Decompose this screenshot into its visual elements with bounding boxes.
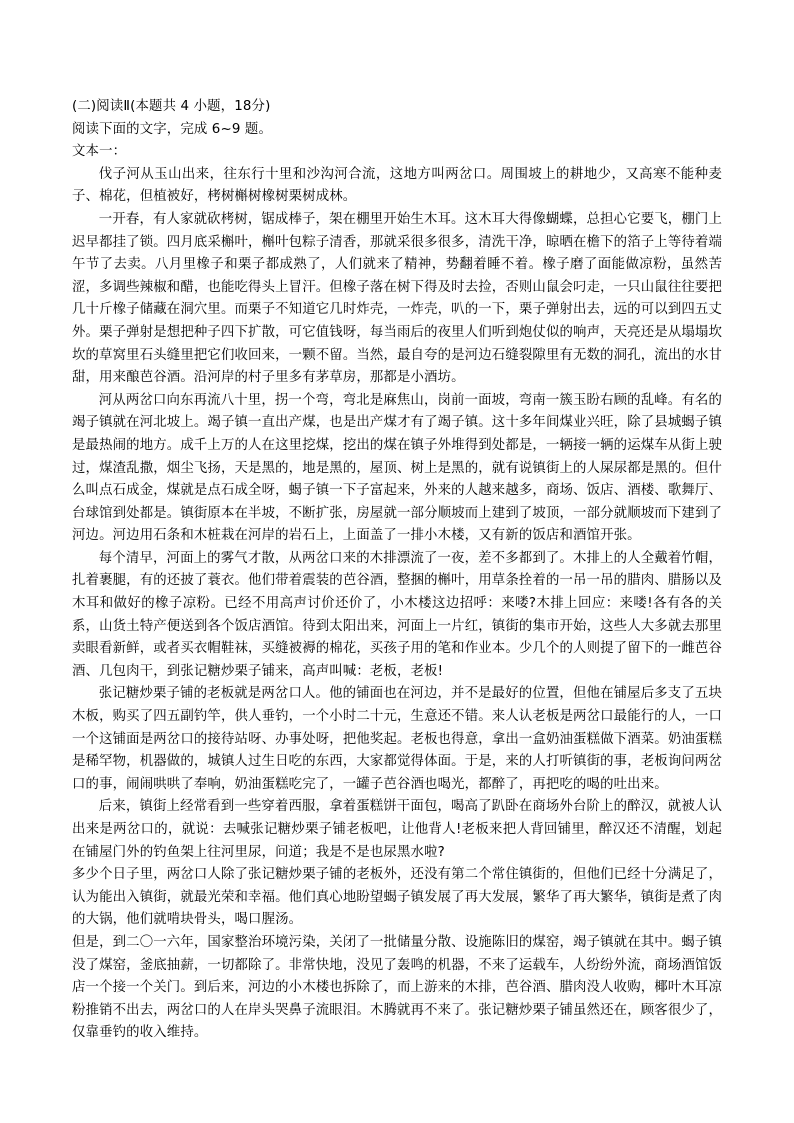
paragraph: 后来，镇街上经常看到一些穿着西服，拿着蛋糕饼干面包，喝高了趴卧在商场外台阶上的醉汉，就被人认出来是两岔口的，就说：去喊张记糖炒栗子铺老板吧，让他背人!老板来把人背回铺里，醉汉还不清醒，划起在铺屋门外的钓鱼架上往河里尿，问道；我是不是也尿黑水啦? [72, 799, 722, 860]
instruction-text: 阅读下面的文字，完成 6~9 题。 [72, 121, 273, 137]
paragraph: 张记糖炒栗子铺的老板就是两岔口人。他的铺面也在河边，并不是最好的位置，但他在铺屋后多支了五块木板，购买了四五副钓竿，供人垂钓，一个小时二十元，生意还不错。来人认老板是两岔口最能行的人，一口一个这铺面是两岔口的接待站呀、办事处呀，把他奖起。老板也得意，拿出一盒奶油蛋糕做下酒菜。奶油蛋糕是稀罕物，机器做的，城镇人过生日吃的东西，大家都觉得体面。于是，来的人打听镇街的事，老板询问两岔口的事，闹闹哄哄了奉响，奶油蛋糕吃完了，一罐子芭谷酒也喝光，都醉了，再把吃的喝的吐出来。 [72, 686, 722, 792]
paragraph: 一开春，有人家就砍栲树，锯成棒子，架在棚里开始生木耳。这木耳大得像蝴蝶，总担心它要飞，棚门上迟早都挂了锁。四月底采槲叶，槲叶包粽子清香，那就采很多很多，清洗干净，晾晒在檐下的箔子上等待着端午节了去卖。八月里橡子和栗子都成熟了，人们就来了精神，势翻着睡不着。橡子磨了面能做凉粉，虽然苦涩，多调些辣椒和醋，也能吃得头上冒汗。但橡子落在树下得及时去捡，否则山鼠会叼走，一只山鼠往往要把几十斤橡子储藏在洞穴里。而栗子不知道它几时炸壳，一炸壳，叭的一下，栗子弹射出去，远的可以到四五丈外。栗子弹射是想把种子四下扩散，可它值钱呀，每当雨后的夜里人们听到炮仗似的响声，天亮还是从塌塌坎坎的草窝里石头缝里把它们收回来，一颗不留。当然，最自夸的是河边石缝裂隙里有无数的洞孔，流出的水甘甜，用来酿芭谷酒。沿河岸的村子里多有茅草房，那都是小酒坊。 [72, 211, 722, 386]
paragraph: 伐子河从玉山出来，往东行十里和沙沟河合流，这地方叫两岔口。周围坡上的耕地少，又高寒不能种麦子、棉花，但植被好，栲树槲树橡树栗树成林。 [72, 166, 722, 205]
section-header: (二)阅读Ⅱ(本题共 4 小题，18分) [72, 99, 271, 114]
document-page [72, 96, 722, 1045]
paragraph: 每个清早，河面上的雾气才散，从两岔口来的木排漂流了一夜，差不多都到了。木排上的人全戴着竹帽，扎着裹腿，有的还披了蓑衣。他们带着震装的芭谷酒，整捆的槲叶，用草条拴着的一吊一吊的腊肉、腊肠以及木耳和做好的橡子凉粉。已经不用高声讨价还价了，小木楼这边招呼：来喽?木排上回应：来喽!各有各的关系，山货土特产便送到各个饭店酒馆。待到太阳出来，河面上一片红，镇街的集市开始，这些人大多就去那里卖眼看新鲜，或者买衣帽鞋袜，买缝被褥的棉花，买孩子用的笔和作业本。少几个的人则提了留下的一雌芭谷酒、几包肉干，到张记糖炒栗子铺来，高声叫喊：老板，老板! [72, 550, 722, 679]
paragraph: 河从两岔口向东再流八十里，拐一个弯，弯北是麻焦山，岗前一面坡，弯南一簇玉盼右顾的乱峰。有名的竭子镇就在河北坡上。竭子镇一直出产煤，也是出产煤才有了竭子镇。这十多年间煤业兴旺，除了县城蝎子镇是最热闹的地方。成千上万的人在这里挖煤，挖出的煤在镇子外堆得到处都是，一辆接一辆的运煤车从街上驶过，煤渣乱撒，烟尘飞扬，天是黑的，地是黑的，屋顶、树上是黑的，就有说镇街上的人屎尿都是黑的。但什么叫点石成金，煤就是点石成全呀，蝎子镇一下子富起来，外来的人越来越多，商场、饭店、酒楼、歌舞厅、台球馆到处都是。镇街原本在半坡，不断扩张，房屋就一部分顺坡而上建到了坡顶，一部分就顺坡而下建到了河边。河边用石条和木桩栽在河岸的岩石上，上面盖了一排小木楼，又有新的饭店和酒馆开张。 [72, 392, 722, 544]
text-label: 文本一： [72, 144, 127, 160]
paragraph: 但是，到二〇一六年，国家整治环境污染，关闭了一批储量分散、设施陈旧的煤窑，竭子镇就在其中。蝎子镇没了煤窑，釜底抽薪，一切都除了。非常快地，没见了轰鸣的机器，不来了运载车，人纷纷外流，商场酒馆饭店一个接一个关门。到后来，河边的小木楼也拆除了，而上游来的木排，芭谷酒、腊肉没人收购，椰叶木耳凉粉推销不出去，两岔口的人在岸头哭鼻子流眼泪。木腾就再不来了。张记糖炒栗子铺虽然还在，顾客很少了，仅靠垂钓的收入维持。 [72, 934, 722, 1041]
paragraph: 多少个日子里，两岔口人除了张记糖炒栗子铺的老板外，还没有第二个常住镇街的，但他们已经十分满足了，认为能出入镇街，就最光荣和幸福。他们真心地盼望蝎子镇发展了再大发展，繁华了再大繁华，镇街是煮了肉的大锅，他们就啃块骨头，喝口腥汤。 [72, 867, 722, 928]
